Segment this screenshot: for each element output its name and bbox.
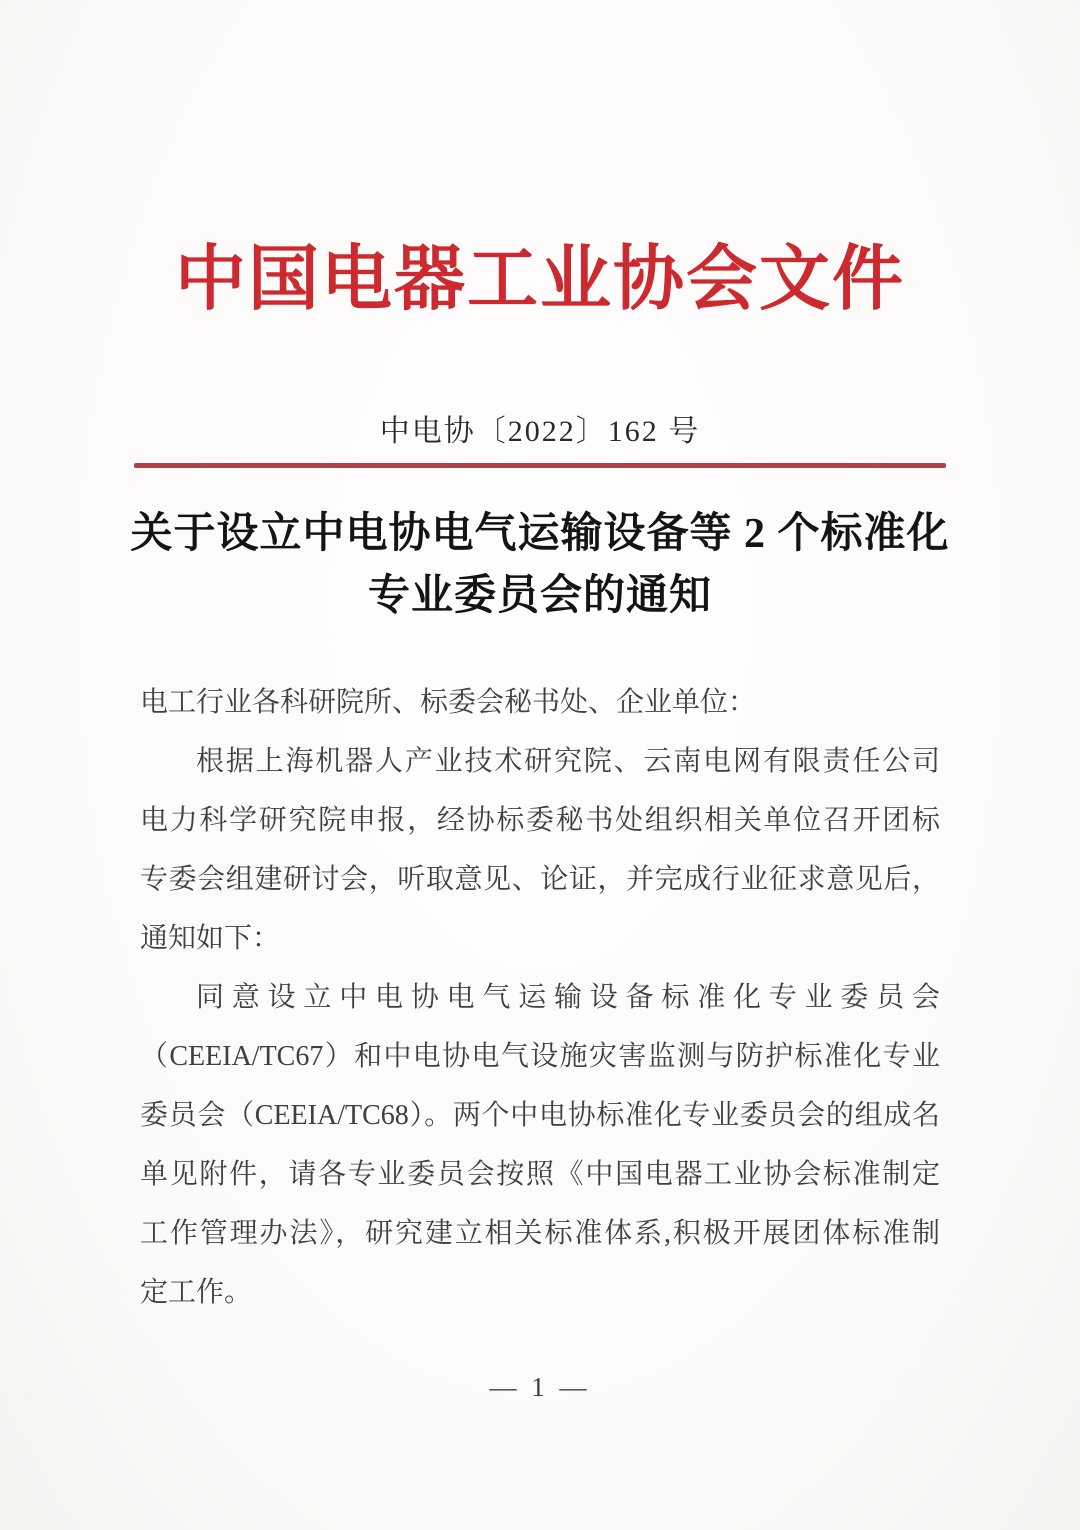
org-header-title: 中国电器工业协会文件 [174, 241, 905, 319]
body-line: 专委会组建研讨会，听取意见、论证，并完成行业征求意见后， [140, 864, 940, 895]
body-line-salutation: 电工行业各科研院所、标委会秘书处、企业单位： [140, 687, 757, 718]
red-divider-rule [134, 463, 946, 468]
body-line: 根据上海机器人产业技术研究院、云南电网有限责任公司 [196, 746, 940, 777]
body-line: 同意设立中电协电气运输设备标准化专业委员会 [196, 982, 940, 1013]
notice-body [140, 673, 940, 1322]
body-line: 委员会（CEEIA/TC68）。两个中电协标准化专业委员会的组成名 [140, 1100, 940, 1131]
body-line: 工作管理办法》，研究建立相关标准体系,积极开展团体标准制 [140, 1218, 940, 1249]
page-number: — 1 — [489, 1372, 591, 1402]
body-line: （CEEIA/TC67）和中电协电气设施灾害监测与防护标准化专业 [140, 1041, 940, 1072]
body-line: 定工作。 [140, 1277, 253, 1308]
doc-number: 中电协〔2022〕162 号 [379, 415, 701, 448]
notice-title-line-2: 专业委员会的通知 [367, 573, 712, 619]
body-line: 电力科学研究院申报，经协标委秘书处组织相关单位召开团标 [140, 805, 940, 836]
notice-title [0, 503, 1080, 627]
body-line: 单见附件，请各专业委员会按照《中国电器工业协会标准制定 [140, 1159, 940, 1190]
body-line: 通知如下： [140, 923, 281, 954]
notice-title-line-1: 关于设立中电协电气运输设备等 2 个标准化 [130, 511, 950, 557]
